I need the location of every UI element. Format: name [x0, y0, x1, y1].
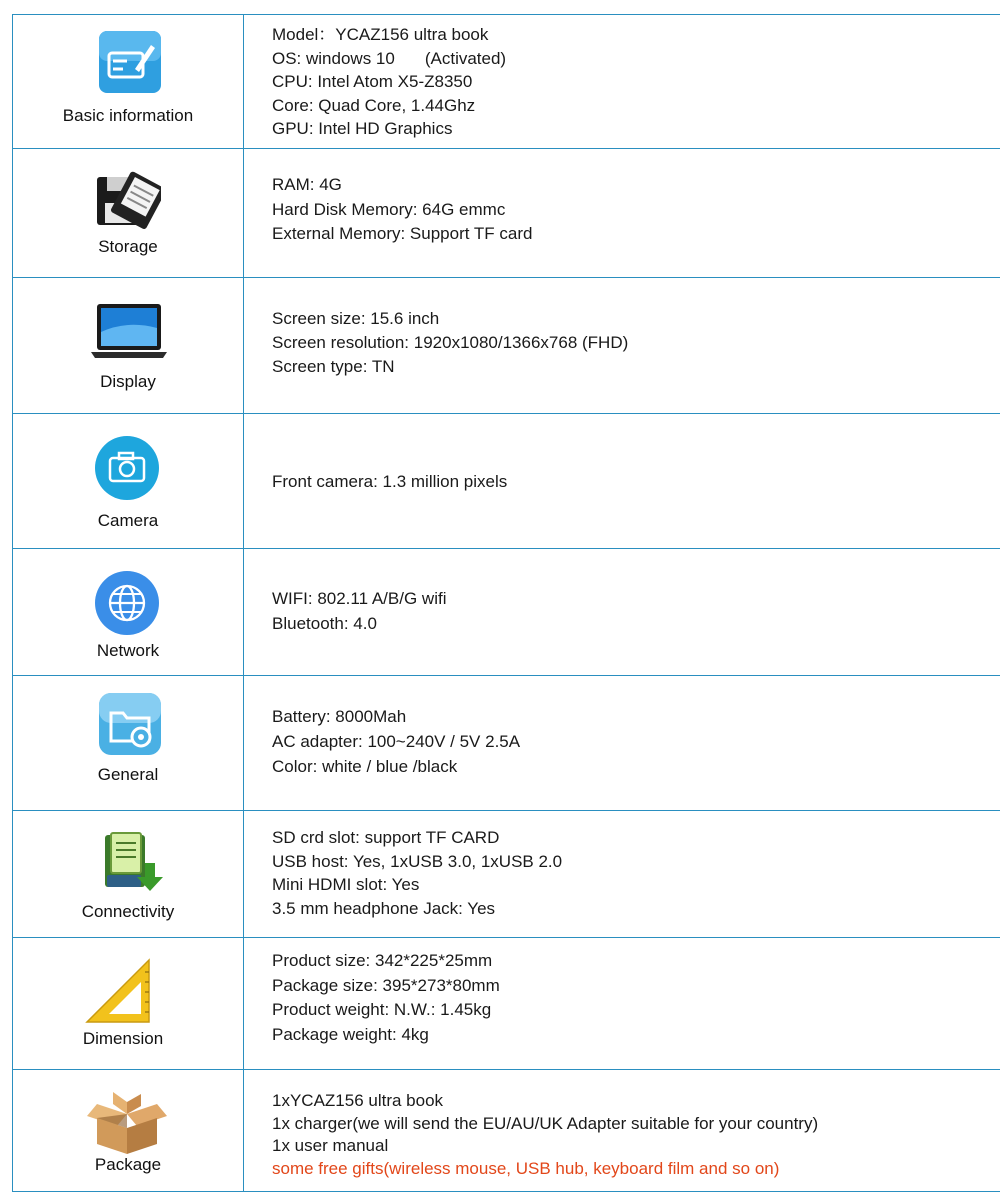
spec-line: GPU: Intel HD Graphics — [272, 119, 453, 138]
details-cell — [244, 811, 1000, 937]
free-gifts-note: some free gifts(wireless mouse, USB hub, keyboard film and so on) — [272, 1158, 780, 1178]
category-label: Dimension — [82, 1029, 164, 1048]
details-cell — [244, 938, 1000, 1069]
spec-line: Mini HDMI slot: Yes — [272, 875, 420, 894]
spec-line: SD crd slot: support TF CARD — [272, 828, 500, 847]
spec-table — [12, 14, 1000, 1192]
spec-row-storage — [12, 148, 1000, 277]
spec-line: Model：YCAZ156 ultra book — [272, 25, 489, 44]
spec-line: Core: Quad Core, 1.44Ghz — [272, 95, 476, 115]
details-cell — [244, 1070, 1000, 1191]
os-value: OS: windows 10 — [272, 48, 395, 68]
spec-lines — [272, 586, 446, 636]
spec-line: WIFI: 802.11 A/B/G wifi — [272, 589, 447, 608]
category-cell — [12, 278, 244, 413]
category-cell — [12, 414, 244, 548]
spec-row-package — [12, 1069, 1000, 1192]
spec-lines — [272, 173, 532, 247]
spec-lines — [272, 826, 562, 920]
category-label: Camera — [97, 511, 159, 530]
spec-line: USB host: Yes, 1xUSB 3.0, 1xUSB 2.0 — [272, 851, 563, 871]
details-cell — [244, 414, 1000, 548]
spec-lines — [272, 23, 506, 141]
cardboard-box-icon — [83, 1088, 171, 1156]
spec-line: Battery: 8000Mah — [272, 707, 407, 726]
details-cell — [244, 676, 1000, 810]
spec-row-general — [12, 675, 1000, 810]
category-cell — [12, 149, 244, 277]
globe-icon — [93, 569, 161, 637]
spec-row-dimension — [12, 937, 1000, 1069]
spec-line: 3.5 mm headphone Jack: Yes — [272, 898, 496, 918]
category-label: Basic information — [62, 106, 194, 125]
spec-row-basic-information — [12, 14, 1000, 148]
spec-line: Bluetooth: 4.0 — [272, 614, 377, 633]
spec-line: Product size: 342*225*25mm — [272, 951, 493, 970]
spec-line: External Memory: Support TF card — [272, 224, 533, 243]
spec-line: Front camera: 1.3 million pixels — [272, 472, 508, 491]
camera-icon — [93, 434, 161, 502]
spec-row-connectivity — [12, 810, 1000, 937]
spec-row-display — [12, 277, 1000, 413]
spec-line: Screen type: TN — [272, 357, 395, 376]
spec-lines — [272, 307, 628, 379]
spec-line: Screen size: 15.6 inch — [272, 309, 440, 328]
spec-lines — [272, 1090, 818, 1180]
category-label: Network — [96, 641, 160, 660]
spec-line: Product weight: N.W.: 1.45kg — [272, 1000, 492, 1019]
spec-line: AC adapter: 100~240V / 5V 2.5A — [272, 732, 521, 751]
category-label: General — [97, 765, 159, 784]
spec-line: Package weight: 4kg — [272, 1024, 429, 1044]
category-label: Package — [94, 1155, 162, 1174]
spec-line: Hard Disk Memory: 64G emmc — [272, 199, 506, 219]
category-cell — [12, 1070, 244, 1191]
spec-lines — [272, 470, 507, 494]
document-download-icon — [99, 829, 167, 897]
category-cell — [12, 676, 244, 810]
category-cell — [12, 15, 244, 148]
laptop-icon — [87, 298, 171, 366]
spec-lines — [272, 949, 500, 1047]
details-cell — [244, 278, 1000, 413]
floppy-disk-icon — [93, 167, 161, 235]
spec-row-network — [12, 548, 1000, 675]
category-label: Storage — [98, 237, 158, 256]
spec-line: Package size: 395*273*80mm — [272, 975, 500, 995]
spec-line: 1xYCAZ156 ultra book — [272, 1091, 444, 1110]
category-cell — [12, 938, 244, 1069]
os-note: (Activated) — [424, 48, 507, 68]
spec-line: RAM: 4G — [272, 175, 342, 194]
details-cell — [244, 15, 1000, 148]
folder-settings-icon — [97, 691, 165, 759]
set-square-ruler-icon — [85, 958, 153, 1026]
spec-line: 1x charger(we will send the EU/AU/UK Adapter suitable for your country) — [272, 1113, 819, 1133]
spec-row-camera — [12, 413, 1000, 548]
category-label: Connectivity — [81, 902, 175, 921]
spec-line-os — [272, 47, 506, 71]
spec-line: Color: white / blue /black — [272, 757, 458, 776]
spec-line: 1x user manual — [272, 1136, 389, 1155]
spec-lines — [272, 704, 520, 779]
id-card-pencil-icon — [97, 29, 165, 97]
spec-line: CPU: Intel Atom X5-Z8350 — [272, 72, 473, 91]
category-cell — [12, 549, 244, 675]
category-cell — [12, 811, 244, 937]
category-label: Display — [100, 372, 156, 391]
details-cell — [244, 549, 1000, 675]
details-cell — [244, 149, 1000, 277]
spec-line: Screen resolution: 1920x1080/1366x768 (FHD) — [272, 333, 629, 352]
